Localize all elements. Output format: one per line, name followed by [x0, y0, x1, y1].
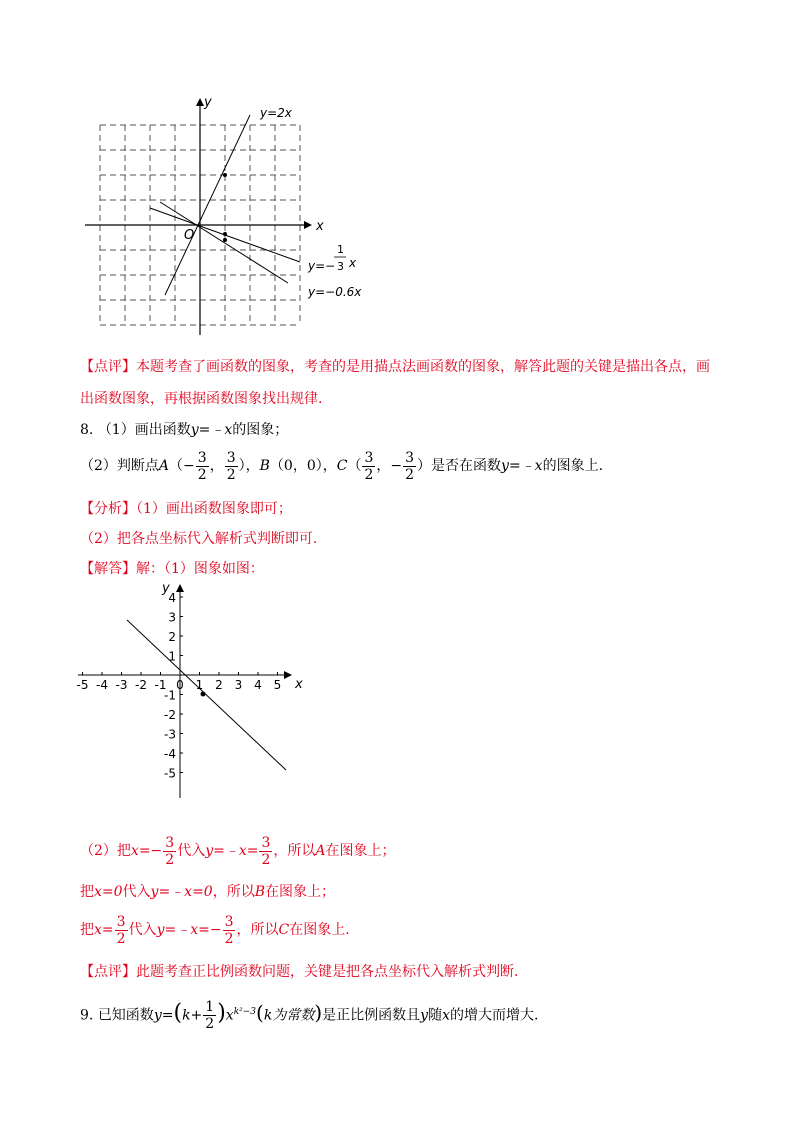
x-label-2: x: [295, 677, 303, 692]
fraction: $\frac{1}{2}$: [205, 999, 215, 1033]
q8-part2: （2）判断点A（− $\frac{3}{2}$ ， $\frac{3}{2}$ ），B（0，0），C（ $\frac{3}{2}$ ，− $\frac{3}{2}$ ）是否在函数y=﹣x的图象上.: [80, 449, 604, 483]
line-y-neg-0.6x: [160, 202, 288, 283]
point-1: [223, 173, 227, 177]
y-tick-label: -4: [164, 747, 176, 761]
solution-part2-C: 把x= $\frac{3}{2}$ 代入y=﹣x=− $\frac{3}{2}$ ，所以C在图象上.: [80, 913, 350, 947]
comment-2: 【点评】此题考查正比例函数问题，关键是把各点坐标代入解析式判断.: [80, 964, 519, 980]
origin-label-1: O: [184, 228, 195, 243]
x-tick-label: 1: [195, 678, 204, 692]
analysis-line1: 【分析】（1）画出函数图象即可；: [80, 501, 292, 517]
y-label-1: y: [204, 95, 212, 110]
fraction: $\frac{3}{2}$: [226, 449, 236, 483]
line1-label: y=2x: [260, 106, 292, 120]
x-label-1: x: [316, 219, 324, 234]
y-label-2: y: [162, 581, 170, 596]
fraction: $\frac{3}{2}$: [364, 449, 374, 483]
q9: 9. 已知函数y=(k+ $\frac{1}{2}$ )$x^{k^2-3}(k$为常数)是正比例函数且y随x的增大而增大.: [80, 999, 539, 1033]
comment-tag: 【点评】: [80, 964, 136, 980]
solution-part2-A: （2）把x=− $\frac{3}{2}$ 代入y=﹣x= $\frac{3}{2}$ ，所以A在图象上；: [80, 834, 396, 868]
y-tick-label: 2: [168, 630, 176, 644]
graph-1: [80, 90, 380, 340]
x-tick-label: 5: [273, 678, 282, 692]
point-3: [223, 238, 227, 242]
solution-part2-B: 把x=0代入y=﹣x=0，所以B在图象上；: [80, 884, 336, 900]
point-1-neg1: [201, 692, 206, 697]
comment-1-line2: 出函数图象，再根据函数图象找出规律.: [80, 391, 323, 407]
analysis-tag: 【分析】: [80, 501, 136, 517]
fraction: $\frac{3}{2}$: [405, 449, 415, 483]
q8-part1: 8. （1）画出函数y=﹣x的图象；: [80, 422, 289, 438]
x-arrow-1: [304, 221, 312, 229]
fraction: $\frac{3}{2}$: [224, 913, 234, 947]
line3-label: y=−0.6x: [308, 285, 362, 299]
line2-label-num: 1: [337, 243, 344, 256]
x-tick-label: -3: [115, 678, 128, 692]
x-tick-label: -1: [154, 678, 167, 692]
point-2: [223, 232, 227, 236]
line-y-neg-x: [127, 620, 286, 770]
line2-label-suffix: x: [349, 256, 357, 270]
comment-tag: 【点评】: [80, 359, 136, 375]
q8-number: 8.: [80, 422, 94, 438]
x-tick-label: 4: [254, 678, 262, 692]
x-tick-label: -2: [135, 678, 147, 692]
y-tick-label: 1: [168, 649, 176, 664]
y-tick-label: 3: [168, 610, 176, 625]
solution-line1: 【解答】解：（1）图象如图：: [80, 561, 264, 577]
y-tick-label: -2: [164, 708, 176, 722]
fraction: $\frac{3}{2}$: [116, 913, 126, 947]
line2-label-prefix: y=−: [308, 259, 336, 273]
solution-tag: 【解答】: [80, 561, 136, 577]
y-tick-label: -1: [164, 688, 176, 703]
q9-number: 9.: [80, 1007, 94, 1024]
graph-2: [70, 580, 320, 810]
y-arrow-1: [196, 98, 204, 106]
y-tick-label: 4: [168, 591, 176, 605]
y-tick-label: -5: [164, 766, 176, 781]
x-tick-label: -5: [76, 678, 89, 692]
line-y-2x: [165, 115, 250, 295]
x-tick-label: 3: [234, 678, 243, 692]
x-arrow-2: [284, 671, 292, 679]
analysis-line2: （2）把各点坐标代入解析式判断即可.: [80, 531, 318, 547]
x-tick-label: 0: [176, 678, 184, 692]
fraction: $\frac{3}{2}$: [165, 834, 175, 868]
x-tick-label: -4: [96, 678, 108, 692]
line2-label-den: 3: [337, 260, 344, 273]
x-tick-label: 2: [215, 678, 223, 692]
fraction: $\frac{3}{2}$: [197, 449, 207, 483]
comment-1-line1: 【点评】本题考查了画函数的图象，考查的是用描点法画函数的图象，解答此题的关键是描出各点，画: [80, 359, 710, 375]
fraction: $\frac{3}{2}$: [261, 834, 271, 868]
y-arrow-2: [176, 584, 184, 592]
y-tick-label: -3: [164, 727, 176, 742]
